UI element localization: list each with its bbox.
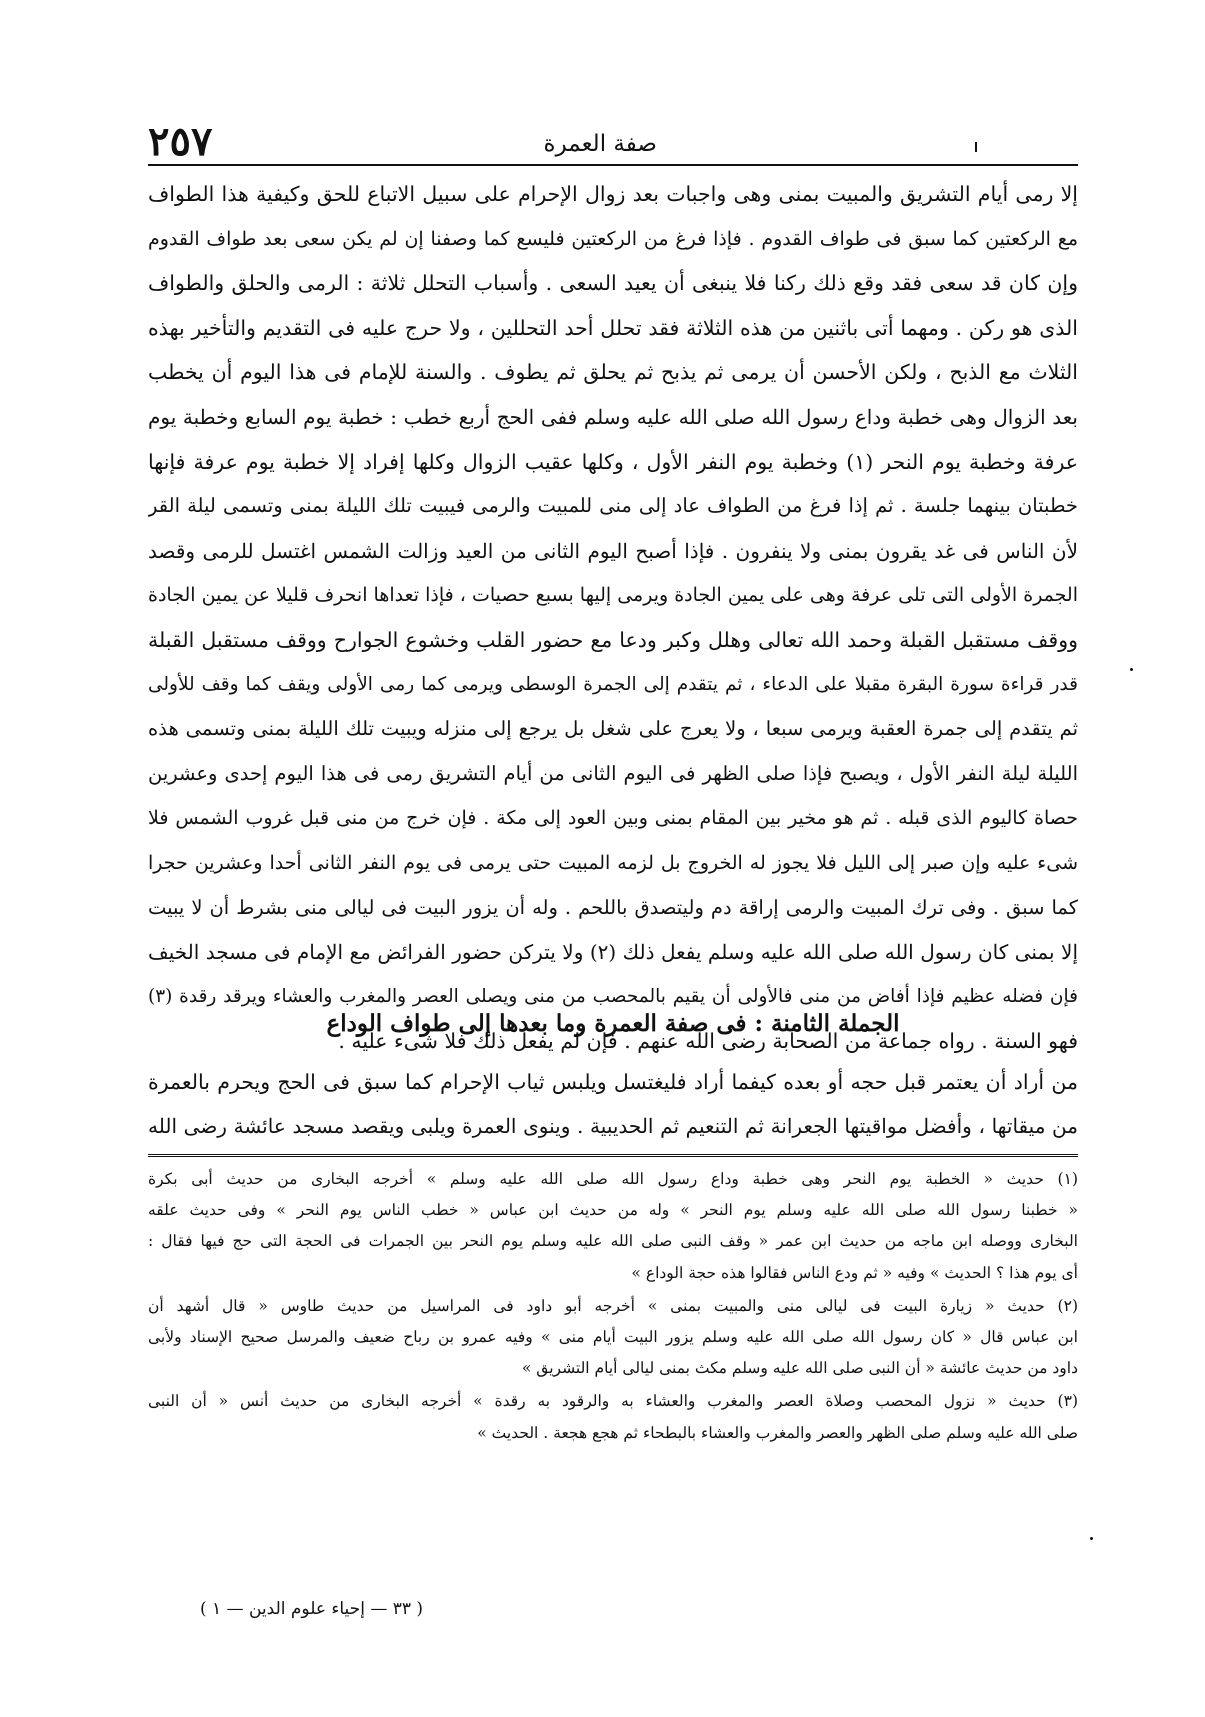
footnote-line: « خطبنا رسول الله صلى الله عليه وسلم يوم النحر » وله من حديث ابن عباس « خطب الناس يوم النحر » وفى حديث علقه — [148, 1201, 1078, 1220]
text-line: فإن فضله عظيم فإذا أفاض من منى فالأولى أن يقيم بالمحصب من منى ويصلى العصر والمغرب والعشاء ويرقد رقدة (٣) — [148, 985, 1078, 1007]
text-line: كما سبق . وفى ترك المبيت والرمى إراقة دم وليتصدق باللحم . وله أن يزور البيت فى ليالى منى بشرط أن لا يبيت — [148, 895, 1078, 919]
margin-mark — [975, 142, 977, 152]
text-line: بعد الزوال وهى خطبة وداع رسول الله صلى الله عليه وسلم ففى الحج أربع خطب : خطبة يوم السابع وخطبة يوم — [148, 404, 1078, 429]
section-text — [148, 1060, 1078, 1148]
text-line: من أراد أن يعتمر قبل حجه أو بعده كيفما أراد فليغتسل ويلبس ثياب الإحرام كما سبق فى الحج ويحرم بالعمرة — [148, 1070, 1078, 1094]
text-line: الذى هو ركن . ومهما أتى باثنين من هذه الثلاثة فقد تحلل أحد التحللين ، ولا حرج عليه فى التقديم والتأخير بهذه — [148, 315, 1078, 340]
footnote-line: صلى الله عليه وسلم صلى الظهر والعصر والمغرب والعشاء بالبطحاء ثم هجع هجعة . الحديث » — [477, 1423, 1078, 1442]
footnote-line: أى يوم هذا ؟ الحديث » وفيه « ثم ودع الناس فقالوا هذه حجة الوداع » — [631, 1263, 1078, 1282]
page-header — [148, 118, 1078, 165]
footnote-line: (٣) حديث « نزول المحصب وصلاة العصر والمغرب والعشاء به والرقود به رقدة » أخرجه البخارى من حديث أنس « أن النبى — [148, 1392, 1078, 1411]
text-line: حصاة كاليوم الذى قبله . ثم هو مخير بين المقام بمنى وبين العود إلى مكة . فإن خرج من منى قبل غروب الشمس فلا — [148, 807, 1078, 830]
text-line: من ميقاتها ، وأفضل مواقيتها الجعرانة ثم التنعيم ثم الحديبية . وينوى العمرة ويلبى ويقصد مسجد عائشة رضى الله — [148, 1114, 1078, 1138]
footnote-3 — [148, 1386, 1078, 1448]
footnote-2 — [148, 1291, 1078, 1385]
page-number: ٢٥٧ — [148, 118, 213, 165]
footnote-line: داود من حديث عائشة « أن النبى صلى الله عليه وسلم مكث بمنى ليالى أيام التشريق » — [521, 1359, 1078, 1378]
margin-dot — [1130, 668, 1133, 671]
footnote-line: ابن عباس قال « كان رسول الله صلى الله عليه وسلم يزور البيت أيام منى » وفيه عمرو بن رباح ضعيف والمرسل صحيح الإسناد ولأبى — [148, 1327, 1078, 1346]
text-line: ثم يتقدم إلى جمرة العقبة ويرمى سبعا ، ولا يعرج على شغل بل يرجع إلى منزله ويبيت تلك الليلة بمنى وتسمى هذه — [148, 717, 1078, 741]
text-line: فهو السنة . رواه جماعة من الصحابة رضى الله عنهم . فإن لم يفعل ذلك فلا شىء عليه . — [338, 1029, 1078, 1054]
text-line: عرفة وخطبة يوم النحر (١) وخطبة يوم النفر الأول ، وكلها عقيب الزوال وكلها إفراد إلا خطبة يوم عرفة فإنها — [148, 449, 1078, 474]
margin-dot — [1090, 1537, 1093, 1540]
text-line: إلا رمى أيام التشريق والمبيت بمنى وهى واجبات بعد زوال الإحرام على سبيل الاتباع للحق وكيفية هذا الطواف — [148, 182, 1078, 206]
text-line: لأن الناس فى غد يقرون بمنى ولا ينفرون . فإذا أصبح اليوم الثانى من العيد وزالت الشمس اغتسل للرمى وقصد — [148, 538, 1078, 563]
text-line: ووقف مستقبل القبلة وحمد الله تعالى وهلل وكبر ودعا مع حضور القلب وخشوع الجوارح ووقف مستقبل القبلة — [148, 627, 1078, 652]
footnote-1 — [148, 1164, 1078, 1289]
text-line: الجمرة الأولى التى تلى عرفة وهى على يمين الجادة ويرمى إليها بسبع حصيات ، فإذا تعداها انحرف قليلا عن يمين الجادة — [148, 584, 1078, 607]
text-line: الليلة ليلة النفر الأول ، ويصبح فإذا صلى الظهر فى اليوم الثانى من أيام التشريق رمى فى هذا اليوم إحدى وعشرين — [148, 761, 1078, 785]
text-line: إلا بمنى كان رسول الله صلى الله عليه وسلم يفعل ذلك (٢) ولا يتركن حضور الفرائض مع الإمام فى مسجد الخيف — [148, 940, 1078, 965]
text-line: الثلاث مع الذبح ، ولكن الأحسن أن يرمى ثم يذبح ثم يحلق ثم يطوف . والسنة للإمام فى هذا اليوم أن يخطب — [148, 360, 1078, 385]
text-line: شىء عليه وإن صبر إلى الليل فلا يجوز له الخروج بل لزمه المبيت حتى يرمى فى يوم النفر الثانى أحدا وعشرين حجرا — [148, 851, 1078, 874]
running-title: صفة العمرة — [543, 131, 657, 157]
text-line: خطبتان بينهما جلسة . ثم إذا فرغ من الطواف عاد إلى منى للمبيت والرمى فيبيت تلك الليلة بمنى وتسمى ليلة القر — [148, 494, 1078, 518]
footnote-line: البخارى ووصله ابن ماجه من حديث ابن عمر « وقف النبى صلى الله عليه وسلم يوم النحر بين الجمرات فى الحجة التى حج فيها فقال : — [148, 1232, 1078, 1251]
footnote-line: (١) حديث « الخطبة يوم النحر وهى خطبة وداع رسول الله صلى الله عليه وسلم » أخرجه البخارى من حديث أبى بكرة — [148, 1170, 1078, 1188]
text-line: وإن كان قد سعى فقد وقع ذلك ركنا فلا ينبغى أن يعيد السعى . وأسباب التحلل ثلاثة : الرمى والحلق والطواف — [148, 271, 1078, 296]
signature-mark: ( ٣٣ — إحياء علوم الدين — ١ ) — [200, 1599, 424, 1619]
text-line: قدر قراءة سورة البقرة مقبلا على الدعاء ، ثم يتقدم إلى الجمرة الوسطى ويرمى كما رمى الأولى ويقف كما وقف للأولى — [148, 673, 1078, 695]
footnote-line: (٢) حديث « زيارة البيت فى ليالى منى والمبيت بمنى » أخرجه أبو داود فى المراسيل من حديث طاوس « قال أشهد أن — [148, 1296, 1078, 1315]
footnote-separator — [148, 1154, 1078, 1157]
section-heading: الجملة الثامنة : فى صفة العمرة وما بعدها إلى طواف الوداع — [326, 1010, 900, 1037]
text-line: مع الركعتين كما سبق فى طواف القدوم . فإذا فرغ من الركعتين فليسع كما وصفنا إن لم يكن سعى بعد طواف القدوم — [148, 227, 1078, 250]
footnotes — [148, 1164, 1078, 1451]
header-rule — [148, 164, 1078, 166]
main-text — [148, 172, 1078, 1064]
